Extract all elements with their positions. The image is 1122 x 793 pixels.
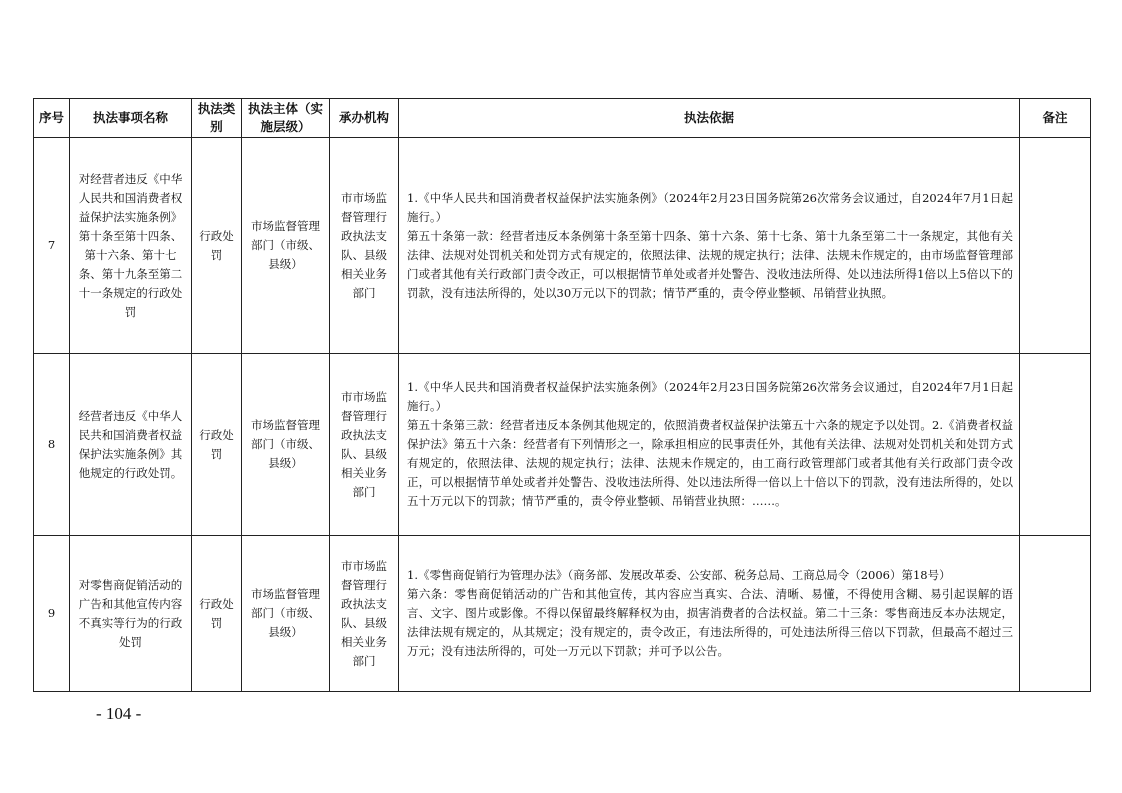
- row-subject: 市场监督管理部门（市级、县级）: [242, 536, 330, 692]
- row-subject: 市场监督管理部门（市级、县级）: [242, 354, 330, 536]
- row-agency: 市市场监督管理行政执法支队、县级相关业务部门: [330, 536, 399, 692]
- row-category: 行政处罚: [192, 138, 242, 354]
- header-agency: 承办机构: [330, 99, 399, 138]
- row-seq: 7: [34, 138, 70, 354]
- table-row: [34, 354, 1091, 536]
- row-seq: 9: [34, 536, 70, 692]
- row-subject: 市场监督管理部门（市级、县级）: [242, 138, 330, 354]
- header-basis: 执法依据: [399, 99, 1020, 138]
- row-remarks: [1020, 354, 1091, 536]
- row-seq: 8: [34, 354, 70, 536]
- row-category: 行政处罚: [192, 536, 242, 692]
- enforcement-items-table: [33, 98, 1091, 692]
- table-row: [34, 536, 1091, 692]
- page-number: - 104 -: [96, 704, 142, 723]
- header-seq: 序号: [34, 99, 70, 138]
- row-remarks: [1020, 138, 1091, 354]
- row-name: 经营者违反《中华人民共和国消费者权益保护法实施条例》其他规定的行政处罚。: [70, 354, 192, 536]
- table-row: [34, 138, 1091, 354]
- row-remarks: [1020, 536, 1091, 692]
- row-category: 行政处罚: [192, 354, 242, 536]
- header-name: 执法事项名称: [70, 99, 192, 138]
- row-basis: 1.《零售商促销行为管理办法》（商务部、发展改革委、公安部、税务总局、工商总局令（2006）第18号） 第六条：零售商促销活动的广告和其他宣传，其内容应当真实、合法、清晰、易懂，不得使用含糊、易引起误解的语言、文字、图片或影像。不得以保留最终解释权为由，损害消费者的合法权益。第二十三条：零售商违反本办法规定，法律法规有规定的，从其规定；没有规定的，责令改正，有违法所得的，可处违法所得三倍以下罚款，但最高不超过三万元；没有违法所得的，可处一万元以下罚款；并可予以公告。: [399, 536, 1020, 692]
- header-subject: 执法主体（实施层级）: [242, 99, 330, 138]
- row-basis: 1.《中华人民共和国消费者权益保护法实施条例》（2024年2月23日国务院第26次常务会议通过，自2024年7月1日起施行。） 第五十条第三款：经营者违反本条例其他规定的，依照消费者权益保护法第五十六条的规定予以处罚。2.《消费者权益保护法》第五十六条：经营者有下列情形之一，除承担相应的民事责任外，其他有关法律、法规对处罚机关和处罚方式有规定的，依照法律、法规的规定执行；法律、法规未作规定的，由工商行政管理部门或者其他有关行政部门责令改正，可以根据情节单处或者并处警告、没收违法所得、处以违法所得一倍以上十倍以下的罚款，没有违法所得的，处以五十万元以下的罚款；情节严重的，责令停业整顿、吊销营业执照：……。: [399, 354, 1020, 536]
- row-name: 对零售商促销活动的广告和其他宣传内容不真实等行为的行政处罚: [70, 536, 192, 692]
- header-remarks: 备注: [1020, 99, 1091, 138]
- row-name: 对经营者违反《中华人民共和国消费者权益保护法实施条例》第十条至第十四条、第十六条、第十七条、第十九条至第二十一条规定的行政处罚: [70, 138, 192, 354]
- row-agency: 市市场监督管理行政执法支队、县级相关业务部门: [330, 138, 399, 354]
- row-agency: 市市场监督管理行政执法支队、县级相关业务部门: [330, 354, 399, 536]
- table-header-row: [34, 99, 1091, 138]
- header-category: 执法类别: [192, 99, 242, 138]
- row-basis: 1.《中华人民共和国消费者权益保护法实施条例》（2024年2月23日国务院第26次常务会议通过，自2024年7月1日起施行。） 第五十条第一款：经营者违反本条例第十条至第十四条、第十六条、第十七条、第十九条至第二十一条规定，其他有关法律、法规对处罚机关和处罚方式有规定的，依照法律、法规的规定执行；法律、法规未作规定的，由市场监督管理部门或者其他有关行政部门责令改正，可以根据情节单处或者并处警告、没收违法所得、处以违法所得1倍以上5倍以下的罚款，没有违法所得的，处以30万元以下的罚款；情节严重的，责令停业整顿、吊销营业执照。: [399, 138, 1020, 354]
